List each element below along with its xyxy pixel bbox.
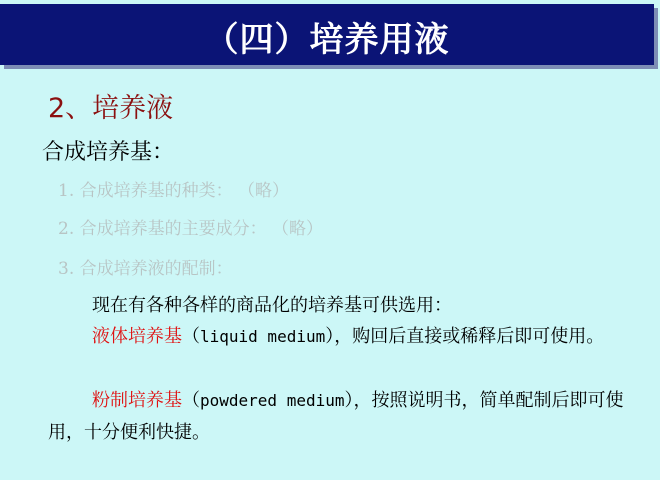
powdered-medium-term: 粉制培养基 [92, 390, 182, 411]
powdered-medium-rest: ），按照说明书，简单配制后即可使用，十分便利快捷。 [48, 390, 624, 443]
powdered-medium-paragraph [48, 385, 638, 449]
paren-open: （ [182, 390, 200, 411]
powdered-medium-english: powdered medium [200, 391, 345, 410]
liquid-medium-term: 液体培养基 [92, 326, 182, 347]
list-item-components: 2. 合成培养基的主要成分： （略） [58, 219, 324, 239]
subheading: 合成培养基： [42, 140, 175, 165]
list-item-types: 1. 合成培养基的种类： （略） [58, 181, 290, 201]
liquid-medium-rest: ），购回后直接或稀释后即可使用。 [325, 326, 605, 347]
paren-open: （ [182, 326, 200, 347]
slide-title: （四）培养用液 [204, 20, 450, 60]
liquid-medium-paragraph [48, 321, 638, 353]
intro-paragraph: 现在有各种各样的商品化的培养基可供选用： [92, 295, 452, 316]
liquid-medium-english: liquid medium [200, 327, 326, 346]
title-bar [0, 4, 654, 65]
list-item-preparation: 3. 合成培养液的配制： [58, 259, 233, 279]
section-heading: 2、培养液 [48, 93, 174, 124]
